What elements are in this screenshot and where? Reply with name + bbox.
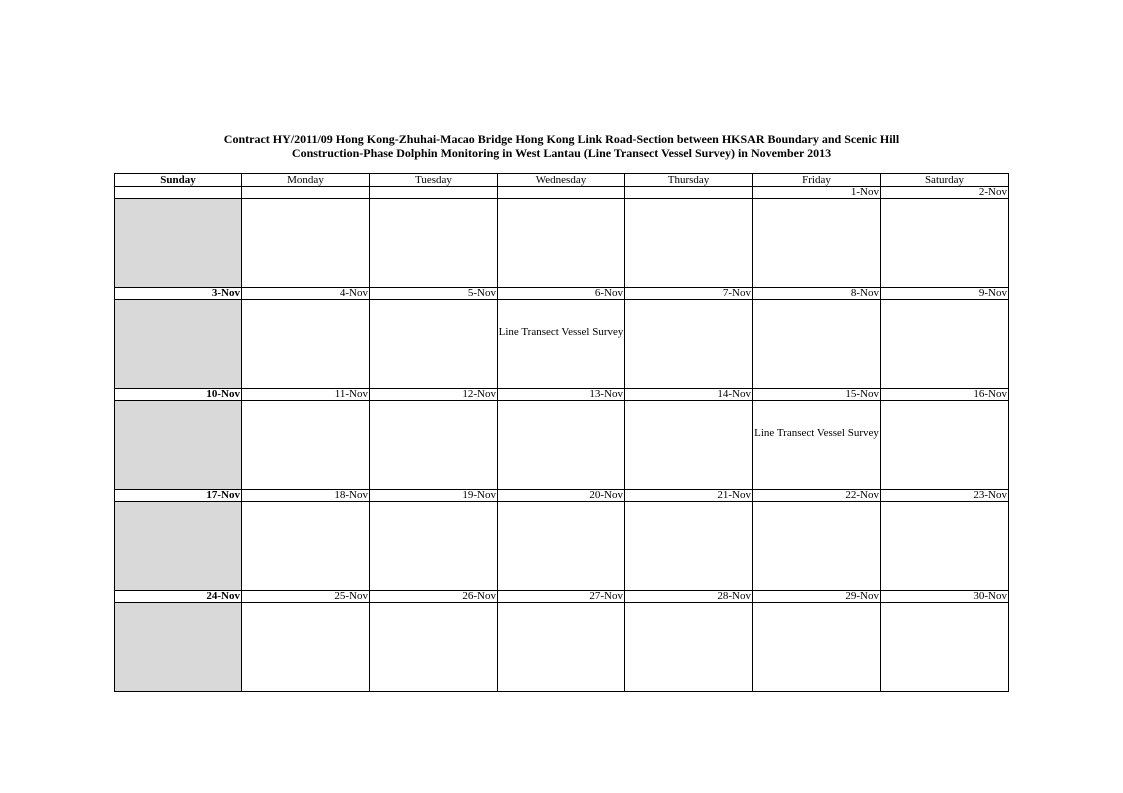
date-row bbox=[115, 187, 1009, 199]
weekday-header: Wednesday bbox=[498, 174, 625, 187]
day-cell bbox=[370, 199, 498, 288]
title-line-2: Construction-Phase Dolphin Monitoring in West Lantau (Line Transect Vessel Survey) in November 2013 bbox=[291, 146, 832, 160]
date-cell bbox=[625, 187, 753, 199]
day-cell bbox=[753, 401, 881, 490]
date-cell: 29-Nov bbox=[753, 591, 881, 603]
date-cell: 17-Nov bbox=[115, 490, 242, 502]
date-cell: 14-Nov bbox=[625, 389, 753, 401]
day-cell bbox=[881, 300, 1009, 389]
day-cell bbox=[498, 300, 625, 389]
weekday-header: Thursday bbox=[625, 174, 753, 187]
date-cell: 26-Nov bbox=[370, 591, 498, 603]
weekday-header: Sunday bbox=[115, 174, 242, 187]
day-cell bbox=[115, 300, 242, 389]
day-cell bbox=[242, 401, 370, 490]
date-cell bbox=[370, 187, 498, 199]
date-cell: 2-Nov bbox=[881, 187, 1009, 199]
date-cell: 10-Nov bbox=[115, 389, 242, 401]
date-cell: 21-Nov bbox=[625, 490, 753, 502]
date-cell bbox=[115, 187, 242, 199]
event-row bbox=[115, 300, 1009, 389]
date-cell: 22-Nov bbox=[753, 490, 881, 502]
day-cell bbox=[625, 502, 753, 591]
date-cell: 8-Nov bbox=[753, 288, 881, 300]
date-cell: 1-Nov bbox=[753, 187, 881, 199]
day-cell bbox=[242, 300, 370, 389]
day-cell bbox=[115, 502, 242, 591]
date-cell: 4-Nov bbox=[242, 288, 370, 300]
day-cell bbox=[242, 199, 370, 288]
weekday-header: Monday bbox=[242, 174, 370, 187]
day-cell bbox=[370, 300, 498, 389]
day-cell bbox=[242, 502, 370, 591]
day-cell bbox=[753, 603, 881, 692]
title-line-1: Contract HY/2011/09 Hong Kong-Zhuhai-Macao Bridge Hong Kong Link Road-Section between HKSAR Boundary and Scenic Hill bbox=[223, 132, 900, 146]
day-cell bbox=[370, 401, 498, 490]
event-row bbox=[115, 603, 1009, 692]
date-cell: 7-Nov bbox=[625, 288, 753, 300]
date-cell: 9-Nov bbox=[881, 288, 1009, 300]
date-cell: 27-Nov bbox=[498, 591, 625, 603]
day-cell bbox=[370, 603, 498, 692]
date-cell bbox=[498, 187, 625, 199]
date-cell bbox=[242, 187, 370, 199]
day-cell bbox=[498, 603, 625, 692]
date-cell: 18-Nov bbox=[242, 490, 370, 502]
day-cell bbox=[498, 502, 625, 591]
date-cell: 13-Nov bbox=[498, 389, 625, 401]
date-cell: 3-Nov bbox=[115, 288, 242, 300]
day-cell bbox=[625, 300, 753, 389]
day-cell bbox=[498, 199, 625, 288]
date-cell: 23-Nov bbox=[881, 490, 1009, 502]
day-cell bbox=[753, 199, 881, 288]
day-cell bbox=[881, 199, 1009, 288]
weekday-header: Tuesday bbox=[370, 174, 498, 187]
day-cell bbox=[498, 401, 625, 490]
event-row bbox=[115, 502, 1009, 591]
day-cell bbox=[242, 603, 370, 692]
day-cell bbox=[625, 401, 753, 490]
date-row bbox=[115, 288, 1009, 300]
date-cell: 11-Nov bbox=[242, 389, 370, 401]
date-cell: 5-Nov bbox=[370, 288, 498, 300]
day-cell bbox=[115, 401, 242, 490]
weekday-header: Friday bbox=[753, 174, 881, 187]
weekday-header-row bbox=[115, 174, 1009, 187]
day-cell bbox=[753, 300, 881, 389]
day-cell bbox=[881, 502, 1009, 591]
event-text: Line Transect Vessel Survey bbox=[498, 326, 624, 338]
date-row bbox=[115, 591, 1009, 603]
date-cell: 30-Nov bbox=[881, 591, 1009, 603]
calendar-table bbox=[114, 173, 1009, 692]
event-row bbox=[115, 401, 1009, 490]
date-cell: 12-Nov bbox=[370, 389, 498, 401]
date-cell: 20-Nov bbox=[498, 490, 625, 502]
day-cell bbox=[115, 603, 242, 692]
day-cell bbox=[625, 603, 753, 692]
date-cell: 19-Nov bbox=[370, 490, 498, 502]
day-cell bbox=[370, 502, 498, 591]
date-cell: 6-Nov bbox=[498, 288, 625, 300]
date-cell: 28-Nov bbox=[625, 591, 753, 603]
date-cell: 24-Nov bbox=[115, 591, 242, 603]
date-row bbox=[115, 389, 1009, 401]
day-cell bbox=[753, 502, 881, 591]
day-cell bbox=[881, 603, 1009, 692]
date-cell: 15-Nov bbox=[753, 389, 881, 401]
date-row bbox=[115, 490, 1009, 502]
event-text: Line Transect Vessel Survey bbox=[754, 427, 879, 439]
event-row bbox=[115, 199, 1009, 288]
day-cell bbox=[881, 401, 1009, 490]
date-cell: 25-Nov bbox=[242, 591, 370, 603]
day-cell bbox=[115, 199, 242, 288]
day-cell bbox=[625, 199, 753, 288]
document-title bbox=[0, 132, 1123, 160]
date-cell: 16-Nov bbox=[881, 389, 1009, 401]
weekday-header: Saturday bbox=[881, 174, 1009, 187]
